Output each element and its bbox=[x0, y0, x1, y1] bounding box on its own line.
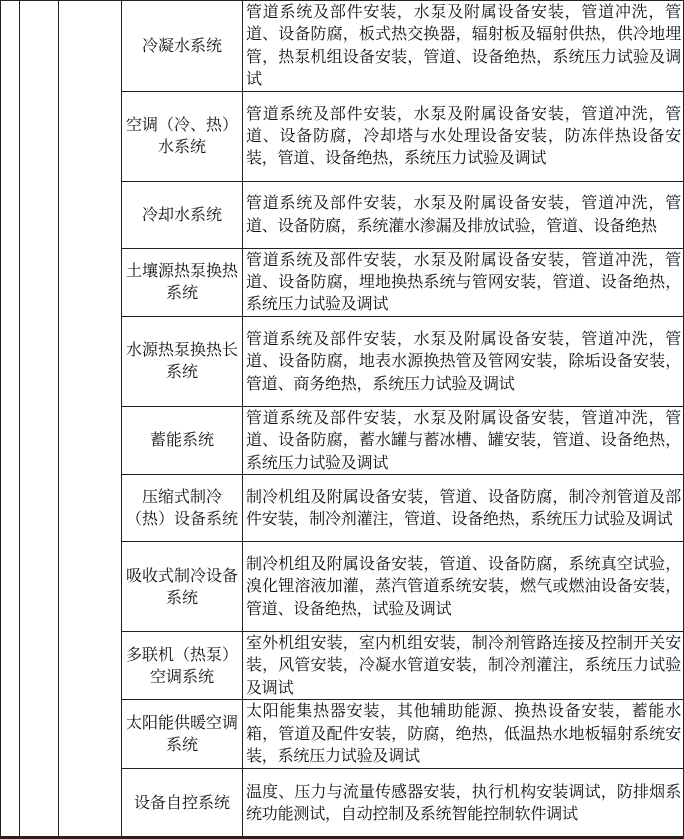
system-name-cell: 冷凝水系统 bbox=[122, 1, 243, 92]
system-name-cell: 土壤源热泵换热系统 bbox=[122, 248, 243, 316]
system-name-cell: 吸收式制冷设备系统 bbox=[122, 542, 243, 632]
system-name-cell: 水源热泵换热长系统 bbox=[122, 316, 243, 406]
system-name-cell: 空调（冷、热）水系统 bbox=[122, 91, 243, 181]
subcategory-cell bbox=[59, 1, 122, 839]
table-body bbox=[1, 1, 684, 839]
work-content-cell: 管道系统及部件安装，水泵及附属设备安装，管道冲洗，管道、设备防腐，板式热交换器，辐射板及辐射供热，供冷地埋管，热泵机组设备安装，管道、设备绝热，系统压力试验及调试 bbox=[243, 1, 684, 92]
work-content-cell: 太阳能集热器安装，其他辅助能源、换热设备安装，蓄能水箱，管道及配件安装，防腐，绝热，低温热水地板辐射系统安装，系统压力试验及调试 bbox=[243, 700, 684, 768]
table-row bbox=[1, 1, 684, 92]
work-content-cell: 温度、压力与流量传感器安装，执行机构安装调试，防排烟系统功能测试，自动控制及系统智能控制软件调试 bbox=[243, 768, 684, 838]
outer-margin-cell bbox=[1, 1, 20, 839]
work-content-cell: 管道系统及部件安装，水泵及附属设备安装，管道冲洗，管道、设备防腐，埋地换热系统与管网安装，管道、设备绝热，系统压力试验及调试 bbox=[243, 248, 684, 316]
work-content-cell: 室外机组安装，室内机组安装，制冷剂管路连接及控制开关安装，风管安装，冷凝水管道安装，制冷剂灌注，系统压力试验及调试 bbox=[243, 632, 684, 700]
category-cell bbox=[20, 1, 59, 839]
system-name-cell: 压缩式制冷（热）设备系统 bbox=[122, 475, 243, 542]
work-content-cell: 管道系统及部件安装，水泵及附属设备安装，管道冲洗，管道、设备防腐，地表水源换热管及管网安装，除垢设备安装，管道、商务绝热，系统压力试验及调试 bbox=[243, 316, 684, 406]
system-name-cell: 太阳能供暖空调系统 bbox=[122, 700, 243, 768]
system-name-cell: 设备自控系统 bbox=[122, 768, 243, 838]
work-content-cell: 制冷机组及附属设备安装，管道、设备防腐，系统真空试验，溴化锂溶液加灌，蒸汽管道系统安装，燃气或燃油设备安装，管道、设备绝热，试验及调试 bbox=[243, 542, 684, 632]
work-content-cell: 管道系统及部件安装，水泵及附属设备安装，管道冲洗，管道、设备防腐，系统灌水渗漏及排放试验，管道、设备绝热 bbox=[243, 181, 684, 248]
work-content-cell: 管道系统及部件安装，水泵及附属设备安装，管道冲洗，管道、设备防腐，蓄水罐与蓄冰槽、罐安装，管道、设备绝热，系统压力试验及调试 bbox=[243, 406, 684, 474]
system-name-cell: 冷却水系统 bbox=[122, 181, 243, 248]
system-name-cell: 蓄能系统 bbox=[122, 406, 243, 474]
work-content-cell: 制冷机组及附属设备安装，管道、设备防腐，制冷剂管道及部件安装，制冷剂灌注，管道、设备绝热，系统压力试验及调试 bbox=[243, 475, 684, 542]
system-name-cell: 多联机（热泵）空调系统 bbox=[122, 632, 243, 700]
work-content-cell: 管道系统及部件安装，水泵及附属设备安装，管道冲洗，管道、设备防腐，冷却塔与水处理设备安装，防冻伴热设备安装，管道、设备绝热，系统压力试验及调试 bbox=[243, 91, 684, 181]
